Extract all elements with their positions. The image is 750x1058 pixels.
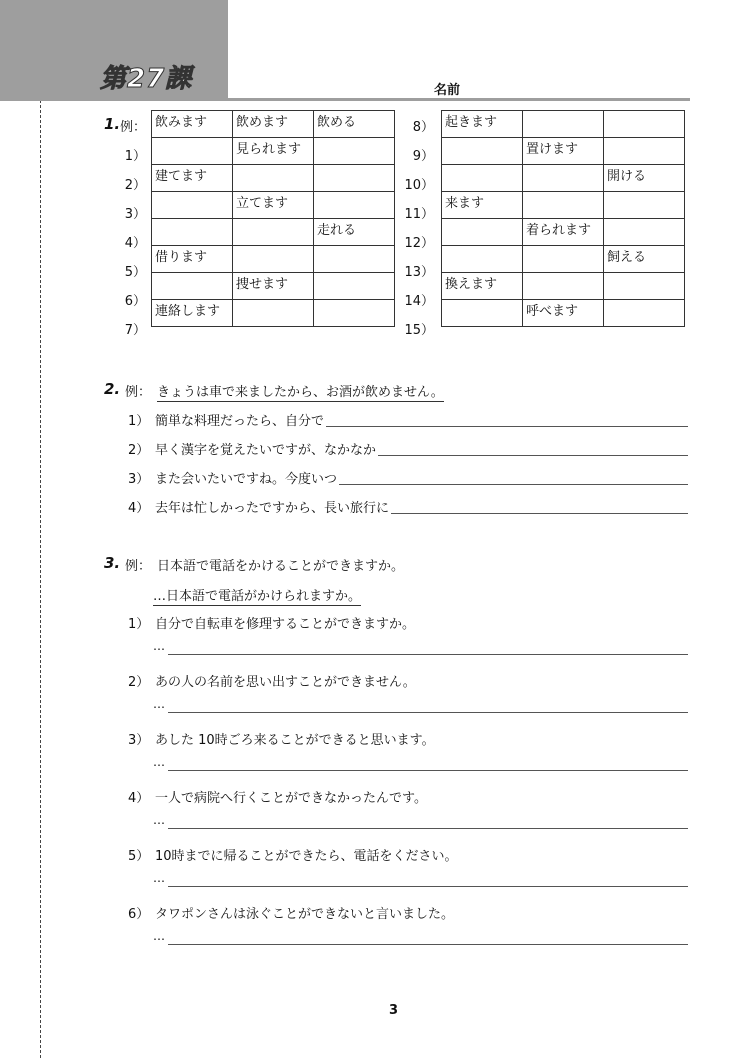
question-1-number: 1.	[104, 115, 121, 133]
table-cell[interactable]	[233, 300, 314, 327]
table-cell[interactable]	[442, 165, 523, 192]
table-row	[442, 246, 685, 273]
row-label: 4）	[124, 236, 146, 251]
table-row	[152, 246, 395, 273]
item-label: 4）	[128, 501, 150, 516]
item-label: 3）	[128, 472, 150, 487]
item-text: タワポンさんは泳ぐことができないと言いました。	[155, 907, 455, 922]
answer-prefix: …	[153, 813, 165, 827]
row-label: 9）	[412, 149, 434, 164]
item-label: 1）	[128, 414, 150, 429]
table-cell[interactable]: 起きます	[442, 111, 523, 138]
table-cell[interactable]	[604, 192, 685, 219]
table-cell[interactable]	[442, 246, 523, 273]
table-cell[interactable]	[442, 138, 523, 165]
table-cell[interactable]	[442, 300, 523, 327]
item-text: 一人で病院へ行くことができなかったんです。	[155, 791, 427, 806]
header-rule	[228, 98, 690, 101]
table-cell[interactable]	[152, 273, 233, 300]
table-cell[interactable]	[314, 192, 395, 219]
table-cell[interactable]	[523, 192, 604, 219]
question-2-number: 2.	[104, 380, 121, 398]
item-text: また会いたいですね。今度いつ	[155, 472, 338, 487]
answer-prefix: …	[153, 929, 165, 943]
table-cell[interactable]: 借ります	[152, 246, 233, 273]
table-cell[interactable]: 開ける	[604, 165, 685, 192]
table-cell[interactable]: 捜せます	[233, 273, 314, 300]
row-label: 2）	[124, 178, 146, 193]
table-cell[interactable]	[314, 165, 395, 192]
item-label: 1）	[128, 617, 150, 632]
item-label: 3）	[128, 733, 150, 748]
answer-line[interactable]	[168, 944, 688, 945]
item-text: 早く漢字を覚えたいですが、なかなか	[155, 443, 377, 458]
table-cell[interactable]	[152, 219, 233, 246]
question-3-number: 3.	[104, 554, 121, 572]
answer-line[interactable]	[168, 712, 688, 713]
q2-example-text: きょうは車で来ましたから、お酒が飲めません。	[157, 385, 444, 400]
cut-line	[40, 0, 41, 1058]
row-label: 6）	[124, 294, 146, 309]
table-cell[interactable]	[604, 300, 685, 327]
table-cell[interactable]	[523, 165, 604, 192]
answer-line[interactable]	[168, 828, 688, 829]
answer-line[interactable]	[391, 513, 688, 514]
answer-line[interactable]	[168, 886, 688, 887]
table-cell[interactable]: 立てます	[233, 192, 314, 219]
answer-line[interactable]	[326, 426, 688, 427]
table-cell[interactable]	[314, 138, 395, 165]
table-cell[interactable]	[604, 138, 685, 165]
answer-line[interactable]	[339, 484, 688, 485]
answer-prefix: …	[153, 871, 165, 885]
table-cell[interactable]: 走れる	[314, 219, 395, 246]
item-label: 6）	[128, 907, 150, 922]
q3-example-label: 例：	[125, 559, 152, 574]
row-label: 11）	[404, 207, 434, 222]
table-cell[interactable]	[152, 138, 233, 165]
q3-example-question: 日本語で電話をかけることができますか。	[157, 559, 405, 574]
table-cell[interactable]	[523, 273, 604, 300]
table-cell[interactable]: 建てます	[152, 165, 233, 192]
answer-prefix: …	[153, 639, 165, 653]
table-row	[152, 192, 395, 219]
table-row	[442, 300, 685, 327]
table-cell[interactable]	[523, 111, 604, 138]
item-text: 自分で自転車を修理することができますか。	[155, 617, 416, 632]
table-cell[interactable]	[604, 111, 685, 138]
table-row	[442, 192, 685, 219]
row-label: 15）	[404, 323, 434, 338]
table-cell[interactable]	[314, 273, 395, 300]
table-row	[442, 138, 685, 165]
table-cell[interactable]: 飲めます	[233, 111, 314, 138]
item-text: 簡単な料理だったら、自分で	[155, 414, 325, 429]
table-cell[interactable]	[604, 219, 685, 246]
table-cell[interactable]	[604, 273, 685, 300]
table-row	[152, 138, 395, 165]
conjugation-table-right	[441, 110, 685, 327]
row-label: 3）	[124, 207, 146, 222]
table-cell[interactable]	[523, 246, 604, 273]
table-row	[152, 111, 395, 138]
q2-example	[157, 381, 444, 400]
answer-prefix: …	[153, 697, 165, 711]
item-text: あした 10時ごろ来ることができると思います。	[155, 733, 435, 748]
row-label: 13）	[404, 265, 434, 280]
row-label: 5）	[124, 265, 146, 280]
item-label: 5）	[128, 849, 150, 864]
item-text: あの人の名前を思い出すことができません。	[155, 675, 416, 690]
table-row	[152, 219, 395, 246]
table-cell[interactable]: 飲める	[314, 111, 395, 138]
table-row	[442, 219, 685, 246]
item-label: 2）	[128, 443, 150, 458]
table-cell[interactable]	[314, 246, 395, 273]
row-label: 7）	[124, 323, 146, 338]
answer-line[interactable]	[378, 455, 688, 456]
table-cell[interactable]: 換えます	[442, 273, 523, 300]
conjugation-table-left	[151, 110, 395, 327]
table-row	[152, 165, 395, 192]
table-cell[interactable]: 連絡します	[152, 300, 233, 327]
table-cell[interactable]: 来ます	[442, 192, 523, 219]
name-label: 名前	[434, 83, 461, 98]
page-number: 3	[389, 1003, 399, 1018]
table-cell[interactable]	[314, 300, 395, 327]
answer-prefix: …	[153, 755, 165, 769]
row-label: 14）	[404, 294, 434, 309]
table-cell[interactable]	[152, 192, 233, 219]
row-label: 1）	[124, 149, 146, 164]
q2-example-label: 例：	[125, 385, 152, 400]
table-cell[interactable]: 飲みます	[152, 111, 233, 138]
answer-line[interactable]	[168, 654, 688, 655]
table-row	[152, 273, 395, 300]
item-label: 4）	[128, 791, 150, 806]
item-text: 去年は忙しかったですから、長い旅行に	[155, 501, 390, 516]
row-label: 8）	[412, 120, 434, 135]
table-cell[interactable]	[233, 219, 314, 246]
item-text: 10時までに帰ることができたら、電話をください。	[155, 849, 458, 864]
row-label: 10）	[404, 178, 434, 193]
table-cell[interactable]: 着られます	[523, 219, 604, 246]
q3-example-answer	[153, 585, 361, 604]
answer-line[interactable]	[168, 770, 688, 771]
table-cell[interactable]: 飼える	[604, 246, 685, 273]
table-cell[interactable]	[233, 246, 314, 273]
table-row	[442, 273, 685, 300]
table-row	[442, 111, 685, 138]
row-label: 12）	[404, 236, 434, 251]
q3-example-answer-text: …日本語で電話がかけられますか。	[153, 589, 362, 604]
table-cell[interactable]: 見られます	[233, 138, 314, 165]
table-cell[interactable]: 置けます	[523, 138, 604, 165]
table-row	[442, 165, 685, 192]
table-cell[interactable]	[442, 219, 523, 246]
table-row	[152, 300, 395, 327]
item-label: 2）	[128, 675, 150, 690]
table-cell[interactable]: 呼べます	[523, 300, 604, 327]
row-label: 例：	[119, 120, 146, 135]
lesson-title: 第27課	[100, 64, 193, 94]
table-cell[interactable]	[233, 165, 314, 192]
